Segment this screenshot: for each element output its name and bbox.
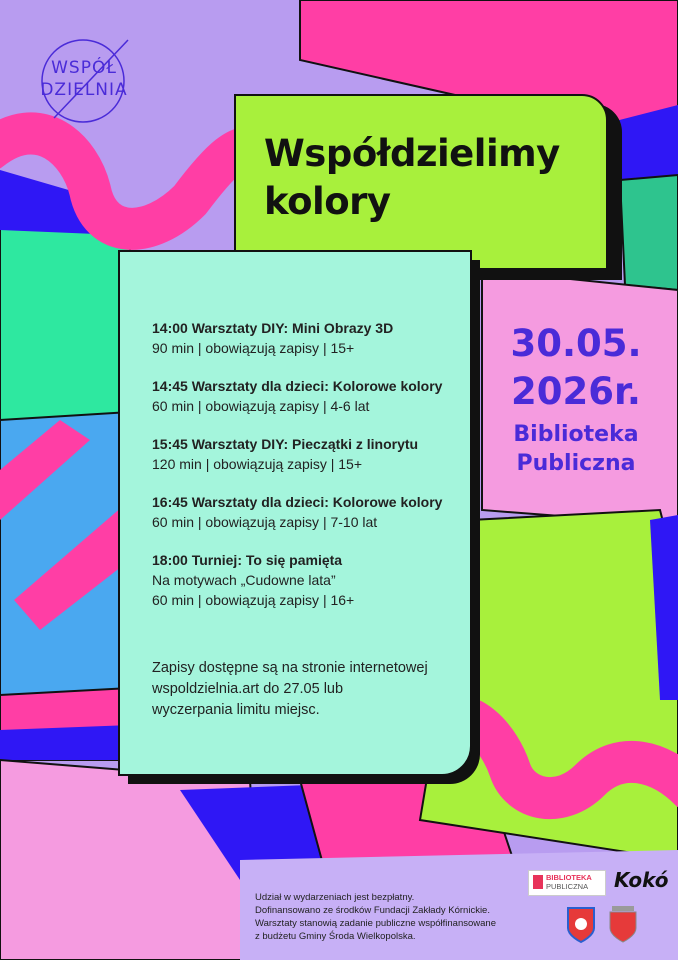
event-heading: 15:45 Warsztaty DIY: Pieczątki z linorytu: [152, 436, 419, 452]
title-box: [234, 94, 608, 270]
event-item: [152, 376, 460, 416]
event-title: [264, 130, 560, 226]
event-details: 120 min | obowiązują zapisy | 15+: [152, 456, 363, 472]
footer-line-1: Udział w wydarzeniach jest bezpłatny.: [255, 892, 415, 903]
signup-line-3: wyczerpania limitu miejsc.: [152, 702, 320, 718]
logo-line-1: WSPÓŁ: [51, 58, 117, 78]
event-item: [152, 492, 460, 532]
event-details: 90 min | obowiązują zapisy | 15+: [152, 340, 355, 356]
event-item: [152, 318, 460, 358]
signup-info: [152, 658, 452, 721]
event-list: [152, 318, 460, 628]
footer-note: [255, 891, 545, 943]
logo-line-2: DZIELNIA: [40, 80, 128, 100]
event-item: [152, 434, 460, 474]
signup-line-1: Zapisy dostępne są na stronie internetowej: [152, 660, 428, 676]
library-logo-text-1: BIBLIOTEKA: [546, 873, 592, 882]
date-and-venue: [486, 320, 666, 478]
event-heading: 16:45 Warsztaty dla dzieci: Kolorowe kolory: [152, 494, 443, 510]
event-details: 60 min | obowiązują zapisy | 16+: [152, 592, 355, 608]
coat-of-arms-icon: [566, 906, 596, 944]
event-date-day: 30.05.: [510, 322, 642, 365]
book-icon: [533, 875, 543, 889]
event-subtitle: Na motywach „Cudowne lata”: [152, 572, 336, 588]
event-details: 60 min | obowiązują zapisy | 7-10 lat: [152, 514, 378, 530]
event-heading: 18:00 Turniej: To się pamięta: [152, 552, 343, 568]
municipality-emblem-icon: [608, 906, 638, 944]
event-item: [152, 550, 460, 610]
koko-logo: Kokó: [614, 868, 669, 892]
wspoldzielnia-logo: [36, 38, 132, 124]
library-logo-text-2: PUBLICZNA: [546, 882, 589, 891]
venue-line-1: Biblioteka: [513, 422, 639, 447]
schedule-box: [118, 250, 472, 776]
title-line-1: Współdzielimy: [264, 132, 560, 175]
title-line-2: kolory: [264, 180, 391, 223]
library-logo: [528, 870, 606, 896]
venue-line-2: Publiczna: [516, 451, 636, 476]
event-heading: 14:00 Warsztaty DIY: Mini Obrazy 3D: [152, 320, 394, 336]
footer-line-3: Warsztaty stanowią zadanie publiczne współfinansowane: [255, 918, 496, 929]
event-date-year: 2026r.: [510, 370, 641, 413]
footer-line-4: z budżetu Gminy Środa Wielkopolska.: [255, 931, 416, 942]
event-details: 60 min | obowiązują zapisy | 4-6 lat: [152, 398, 370, 414]
footer-line-2: Dofinansowano ze środków Fundacji Zakłady Kórnickie.: [255, 905, 490, 916]
signup-line-2: wspoldzielnia.art do 27.05 lub: [152, 681, 344, 697]
event-heading: 14:45 Warsztaty dla dzieci: Kolorowe kolory: [152, 378, 443, 394]
